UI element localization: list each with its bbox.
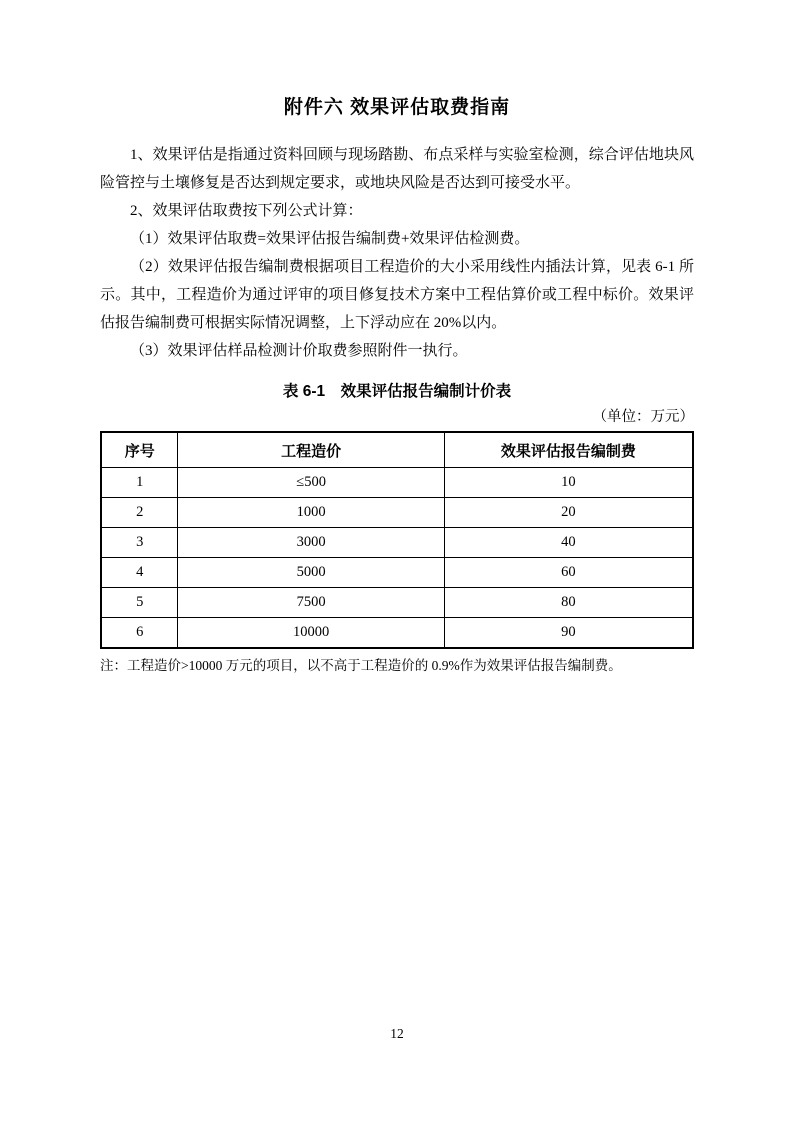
cell-index: 3 — [101, 528, 178, 558]
fee-table — [100, 431, 694, 649]
cell-report-fee: 10 — [444, 468, 693, 498]
paragraph-3: （1）效果评估取费=效果评估报告编制费+效果评估检测费。 — [130, 231, 530, 247]
cell-project-cost: 10000 — [178, 618, 444, 649]
cell-project-cost: 5000 — [178, 558, 444, 588]
paragraph-4: （2）效果评估报告编制费根据项目工程造价的大小采用线性内插法计算，见表 6-1 所示。其中，工程造价为通过评审的项目修复技术方案中工程估算价或工程中标价。效果评估报告编制费可根据实际情况调整，上下浮动应在 20%以内。 — [100, 259, 694, 331]
cell-index: 4 — [101, 558, 178, 588]
table-row — [101, 498, 693, 528]
paragraph-2: 2、效果评估取费按下列公式计算： — [130, 203, 363, 219]
cell-index: 1 — [101, 468, 178, 498]
cell-report-fee: 60 — [444, 558, 693, 588]
table-row — [101, 618, 693, 649]
paragraph-1: 1、效果评估是指通过资料回顾与现场踏勘、布点采样与实验室检测，综合评估地块风险管控与土壤修复是否达到规定要求，或地块风险是否达到可接受水平。 — [100, 147, 694, 191]
page-title: 附件六 效果评估取费指南 — [283, 97, 511, 118]
table-caption: 表 6-1 效果评估报告编制计价表 — [282, 383, 512, 400]
cell-report-fee: 90 — [444, 618, 693, 649]
table-row — [101, 558, 693, 588]
cell-project-cost: ≤500 — [178, 468, 444, 498]
table-row — [101, 588, 693, 618]
table-row — [101, 468, 693, 498]
table-unit-note: （单位：万元） — [592, 409, 694, 425]
header-index: 序号 — [101, 432, 178, 468]
cell-index: 6 — [101, 618, 178, 649]
cell-project-cost: 3000 — [178, 528, 444, 558]
cell-report-fee: 40 — [444, 528, 693, 558]
cell-index: 2 — [101, 498, 178, 528]
header-report-fee: 效果评估报告编制费 — [444, 432, 693, 468]
cell-report-fee: 20 — [444, 498, 693, 528]
table-row — [101, 528, 693, 558]
table-header-row — [101, 432, 693, 468]
paragraph-5: （3）效果评估样品检测计价取费参照附件一执行。 — [130, 343, 468, 359]
table-footnote: 注：工程造价>10000 万元的项目，以不高于工程造价的 0.9%作为效果评估报告编制费。 — [100, 658, 622, 673]
cell-report-fee: 80 — [444, 588, 693, 618]
cell-project-cost: 1000 — [178, 498, 444, 528]
cell-project-cost: 7500 — [178, 588, 444, 618]
page-number: 12 — [390, 1026, 404, 1041]
cell-index: 5 — [101, 588, 178, 618]
header-project-cost: 工程造价 — [178, 432, 444, 468]
